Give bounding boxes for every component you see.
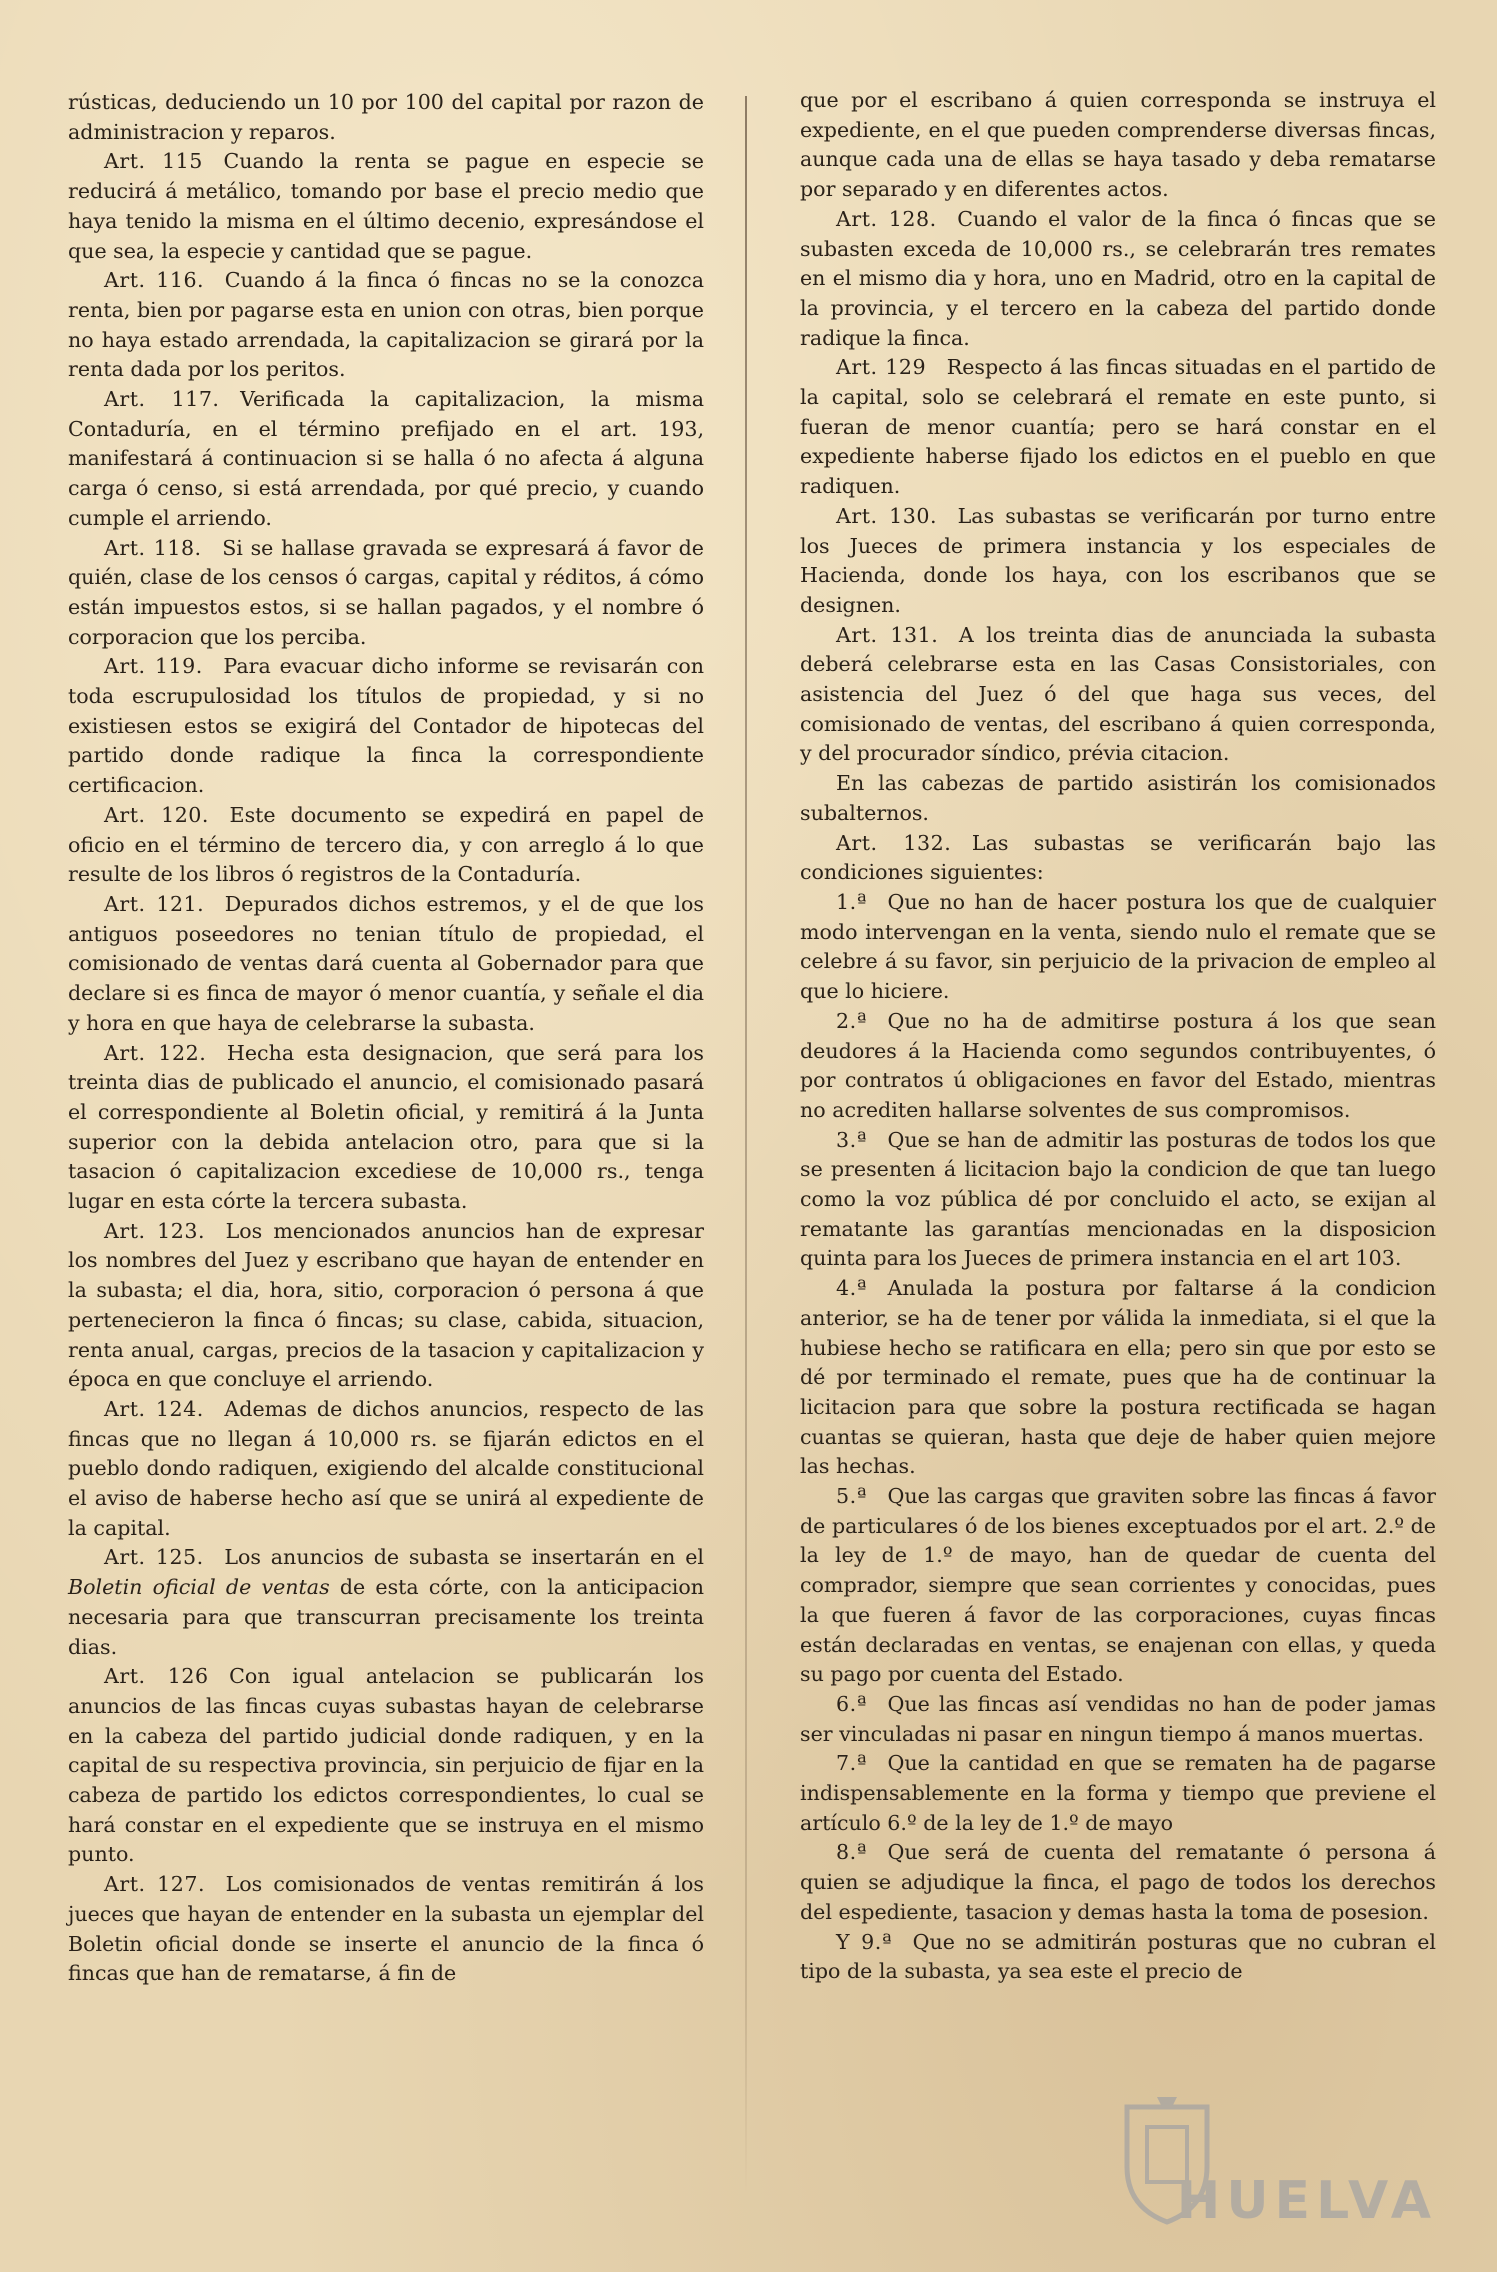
article-number: 7.ª [836, 1751, 867, 1776]
paragraph [800, 1690, 1436, 1749]
paragraph [68, 266, 704, 385]
paragraph-text: Hecha esta designacion, que será para los treinta dias de publicado el anuncio, el comisionado pasará el correspondiente al Boletin oficial, y remitirá á la Junta superior con la debida antelacion otro, para que si la tasacion ó capitalizacion excediese de 10,000 rs., tenga lugar en esta córte la tercera subasta. [68, 1040, 704, 1214]
paragraph [68, 385, 704, 534]
paragraph-text: Este documento se expedirá en papel de oficio en el término de tercero dia, y con arreglo á lo que resulte de los libros ó registros de la Contaduría. [68, 802, 704, 887]
paragraph [800, 621, 1436, 770]
italic-title: Boletin oficial de ventas [68, 1575, 330, 1600]
paragraph [68, 1395, 704, 1544]
paragraph-text: Los comisionados de ventas remitirán á los jueces que hayan de entender en la subasta un ejemplar del Boletin oficial donde se inserte el anuncio de la finca ó fincas que han de rematarse, á fin de [68, 1872, 704, 1986]
paragraph [800, 1007, 1436, 1126]
paragraph [800, 1482, 1436, 1690]
paragraph [68, 1039, 704, 1217]
paragraph-text: Anulada la postura por faltarse á la condicion anterior, se ha de tener por válida la inmediata, si el que la hubiese hecho se ratificara en ella; pero sin que por esto se dé por terminado el remate, pues que ha de continuar la licitacion para que sobre la postura rectificada se hagan cuantas se quieran, hasta que deje de haber quien mejore las hechas. [800, 1276, 1436, 1479]
article-number: Art. 119. [104, 654, 203, 679]
article-number: 3.ª [836, 1127, 867, 1152]
paragraph-text: que por el escribano á quien corresponda se instruya el expediente, en el que pueden comprenderse diversas fincas, aunque cada una de ellas se haya tasado y deba rematarse por separado y en diferentes actos. [800, 88, 1436, 202]
paragraph-text: Los anuncios de subasta se insertarán en el [224, 1545, 704, 1570]
paragraph-text: Cuando á la finca ó fincas no se la conozca renta, bien por pagarse esta en union con otras, bien porque no haya estado arrendada, la capitalizacion se girará por la renta dada por los peritos. [68, 268, 704, 382]
paragraph-text: Que no se admitirán posturas que no cubran el tipo de la subasta, ya sea este el precio de [800, 1929, 1436, 1984]
paragraph-text: Las subastas se verificarán por turno entre los Jueces de primera instancia y los especiales de Hacienda, donde los haya, con los escribanos que se designen. [800, 503, 1436, 617]
paragraph [800, 1928, 1436, 1987]
article-number: Art. 120. [104, 802, 209, 827]
article-number: 2.ª [836, 1008, 867, 1033]
paragraph-text: Que no ha de admitirse postura á los que sean deudores á la Hacienda como segundos contribuyentes, ó por contratos ú obligaciones en favor del Estado, mientras no acrediten hallarse solventes de sus compromisos. [800, 1008, 1436, 1122]
article-number: Art. 118. [104, 535, 202, 560]
paragraph-text: Cuando la renta se pague en especie se reducirá á metálico, tomando por base el precio medio que haya tenido la misma en el último decenio, expresándose el que sea, la especie y cantidad que se pague. [68, 149, 704, 263]
left-column [68, 88, 704, 1989]
paragraph [800, 502, 1436, 621]
watermark-text: HUELVA [1176, 2171, 1437, 2231]
paragraph [800, 769, 1436, 828]
paragraph [800, 86, 1436, 205]
paragraph-text: Para evacuar dicho informe se revisarán con toda escrupulosidad los títulos de propiedad, y si no existiesen estos se exigirá del Contador de hipotecas del partido donde radique la finca la correspondiente certificacion. [68, 654, 704, 798]
article-number: Art. 117. [104, 387, 220, 412]
article-number: Art. 128. [836, 206, 937, 231]
column-divider [745, 96, 747, 2196]
paragraph-text: de esta córte, con la anticipacion necesaria para que transcurran precisamente los treinta dias. [68, 1575, 704, 1659]
article-number: Y 9.ª [836, 1929, 893, 1954]
paragraph-text: En las cabezas de partido asistirán los comisionados subalternos. [800, 771, 1436, 825]
article-number: Art. 121. [104, 891, 205, 916]
paragraph [68, 1217, 704, 1395]
archive-watermark [1117, 2087, 1437, 2237]
right-column [800, 86, 1436, 1987]
paragraph-text: Los mencionados anuncios han de expresar los nombres del Juez y escribano que hayan de entender en la subasta; el dia, hora, sitio, corporacion ó persona á que pertenecieron la finca ó fincas; su clase, cabida, situacion, renta anual, cargas, precios de la tasacion y capitalizacion y época en que concluye el arriendo. [68, 1218, 704, 1392]
paragraph-text: Que no han de hacer postura los que de cualquier modo intervengan en la venta, siendo nulo el remate que se celebre á su favor, sin perjuicio de la privacion de empleo al que lo hiciere. [800, 889, 1436, 1004]
paragraph-text: Que la cantidad en que se rematen ha de pagarse indispensablemente en la forma y tiempo que previene el artículo 6.º de la ley de 1.º de mayo [800, 1751, 1436, 1835]
paragraph [800, 1749, 1436, 1838]
article-number: Art. 122. [104, 1040, 207, 1065]
paragraph-text: Las subastas se verificarán bajo las condiciones siguientes: [800, 830, 1436, 885]
article-number: Art. 129 [836, 355, 927, 380]
article-number: Art. 126 [104, 1664, 209, 1689]
paragraph-text: Que las fincas así vendidas no han de poder jamas ser vinculadas ni pasar en ningun tiempo á manos muertas. [800, 1691, 1436, 1746]
article-number: 1.ª [836, 889, 867, 914]
article-number: Art. 125. [104, 1545, 204, 1570]
article-number: Art. 131. [836, 622, 939, 647]
paragraph [800, 353, 1436, 502]
paragraph [800, 829, 1436, 888]
paragraph-text: Si se hallase gravada se expresará á favor de quién, clase de los censos ó cargas, capital y réditos, á cómo están impuestos estos, si se hallan pagados, y el nombre ó corporacion que los perciba. [68, 535, 704, 649]
paragraph [68, 1870, 704, 1989]
paragraph-text: Que será de cuenta del rematante ó persona á quien se adjudique la finca, el pago de todos los derechos del espediente, tasacion y demas hasta la toma de posesion. [800, 1840, 1436, 1924]
paragraph-text: rústicas, deduciendo un 10 por 100 del capital por razon de administracion y reparos. [68, 90, 704, 144]
article-number: Art. 115 [104, 149, 203, 174]
article-number: 4.ª [836, 1276, 867, 1301]
paragraph [800, 205, 1436, 354]
paragraph [68, 534, 704, 653]
article-number: Art. 124. [104, 1396, 204, 1421]
article-number: 5.ª [836, 1484, 867, 1509]
paragraph [68, 652, 704, 801]
paragraph-text: Cuando el valor de la finca ó fincas que se subasten exceda de 10,000 rs., se celebrarán tres remates en el mismo dia y hora, uno en Madrid, otro en la capital de la provincia, y el tercero en la cabeza del partido donde radique la finca. [800, 206, 1436, 350]
article-number: Art. 127. [104, 1872, 206, 1897]
article-number: 8.ª [836, 1840, 867, 1865]
paragraph-text: Que se han de admitir las posturas de todos los que se presenten á licitacion bajo la condicion de que tan luego como la voz pública dé por concluido el acto, se exijan al rematante las garantías mencionadas en la disposicion quinta para los Jueces de primera instancia en el art 103. [800, 1127, 1436, 1271]
article-number: Art. 130. [836, 503, 938, 528]
paragraph [68, 88, 704, 147]
paragraph [800, 1274, 1436, 1482]
article-number: Art. 132. [836, 830, 952, 855]
paragraph [68, 801, 704, 890]
paragraph-text: Respecto á las fincas situadas en el partido de la capital, solo se celebrará el remate en este punto, si fueran de menor cuantía; pero se hará constar en el expediente haberse fijado los edictos en el pueblo en que radiquen. [800, 355, 1436, 499]
paragraph [800, 888, 1436, 1007]
paragraph-text: Verificada la capitalizacion, la misma Contaduría, en el término prefijado en el art. 193, manifestará á continuacion si se halla ó no afecta á alguna carga ó censo, si está arrendada, por qué precio, y cuando cumple el arriendo. [68, 387, 704, 530]
paragraph-text: Con igual antelacion se publicarán los anuncios de las fincas cuyas subastas hayan de celebrarse en la cabeza del partido judicial donde radiquen, y en la capital de su respectiva provincia, sin perjuicio de fijar en la cabeza de partido los edictos correspondientes, lo cual se hará constar en el expediente que se instruya en el mismo punto. [68, 1664, 704, 1867]
paragraph [800, 1126, 1436, 1275]
paragraph [68, 1543, 704, 1662]
paragraph-text: Ademas de dichos anuncios, respecto de las fincas que no llegan á 10,000 rs. se fijarán edictos en el pueblo dondo radiquen, exigiendo del alcalde constitucional el aviso de haberse hecho así que se unirá al expediente de la capital. [68, 1396, 704, 1540]
paragraph [68, 147, 704, 266]
article-number: Art. 123. [104, 1218, 205, 1243]
paragraph [68, 1662, 704, 1870]
paragraph-text: A los treinta dias de anunciada la subasta deberá celebrarse esta en las Casas Consistoriales, con asistencia del Juez ó del que haga sus veces, del comisionado de ventas, del escribano á quien corresponda, y del procurador síndico, prévia citacion. [800, 622, 1436, 766]
paragraph [68, 890, 704, 1039]
article-number: 6.ª [836, 1691, 867, 1716]
paragraph [800, 1838, 1436, 1927]
paragraph-text: Que las cargas que graviten sobre las fincas á favor de particulares ó de los bienes exceptuados por el art. 2.º de la ley de 1.º de mayo, han de quedar de cuenta del comprador, siempre que sean corrientes y conocidas, pues la que fueren á favor de las corporaciones, cuyas fincas están declaradas en ventas, se enajenan con ellas, y queda su pago por cuenta del Estado. [800, 1484, 1436, 1687]
paragraph-text: Depurados dichos estremos, y el de que los antiguos poseedores no tenian título de propiedad, el comisionado de ventas dará cuenta al Gobernador para que declare si es finca de mayor ó menor cuantía, y señale el dia y hora en que haya de celebrarse la subasta. [68, 891, 704, 1035]
article-number: Art. 116. [104, 268, 205, 293]
